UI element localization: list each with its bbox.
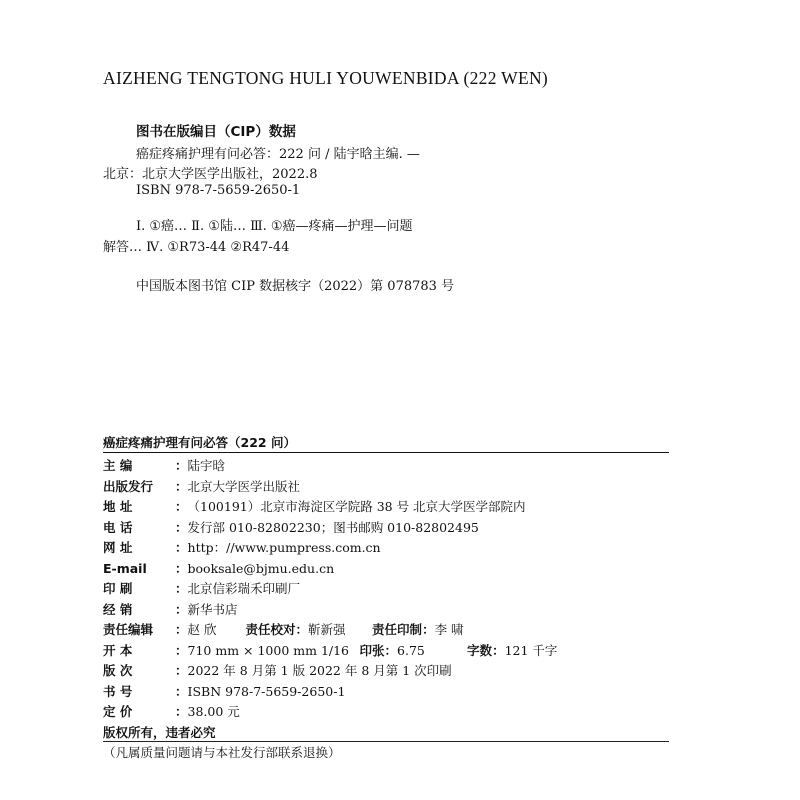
info-row-address: 地 址 ： （100191）北京市海淀区学院路 38 号 北京大学医学部院内 [103,497,673,518]
cip-line-2: 北京：北京大学医学出版社，2022.8 [103,167,318,182]
info-row-website: 网 址 ： http：//www.pumpress.com.cn [103,538,673,559]
bottom-rule [103,741,669,742]
return-note: （凡属质量问题请与本社发行部联系退换） [103,745,341,760]
email-label: E-mail [103,560,147,576]
sheets-label: 印张 [359,642,385,658]
info-row-distributor: 经 销 ： 新华书店 [103,600,673,621]
distributor-value: 新华书店 [187,601,238,617]
book-title: 癌症疼痛护理有问必答（222 问） [103,435,296,450]
return-note-row [103,743,673,764]
print-supervisor-value: 李 啸 [434,622,464,637]
phone-label: 电 话 [103,519,133,535]
edition-label: 版 次 [103,663,133,678]
email-value[interactable]: booksale@bjmu.edu.cn [187,560,335,576]
info-row-publisher: 出版发行 ： 北京大学医学出版社 [103,477,673,498]
edition-value: 2022 年 8 月第 1 版 2022 年 8 月第 1 次印刷 [187,663,452,678]
book-number-label: 书 号 [103,683,133,699]
info-row-responsibility: 责任编辑 ： 赵 欣 责任校对 ： 靳新强 责任印制 ： 李 啸 [103,620,673,641]
title-rule [103,452,669,453]
info-row-edition: 版 次 ： 2022 年 8 月第 1 版 2022 年 8 月第 1 次印刷 [103,661,673,682]
address-value: （100191）北京市海淀区学院路 38 号 北京大学医学部院内 [187,499,526,514]
publication-info [103,456,673,764]
info-row-email: E-mail ： booksale@bjmu.edu.cn [103,559,673,580]
pinyin-title: AIZHENG TENGTONG HULI YOUWENBIDA (222 WEN) [103,68,549,88]
copyright-notice: 版权所有，违者必究 [103,724,216,740]
responsible-editor-label: 责任编辑 [103,622,154,637]
info-row-editor: 主 编 ： 陆宇晗 [103,456,673,477]
cip-line-1: 癌症疼痛护理有问必答：222 问 / 陆宇晗主编. — [136,147,420,162]
publisher-value: 北京大学医学出版社 [187,478,301,494]
editor-label: 主 编 [103,458,133,473]
info-row-phone: 电 话 ： 发行部 010-82802230；图书邮购 010-82802495 [103,518,673,539]
info-row-price: 定 价 ： 38.00 元 [103,702,673,723]
cip-heading: 图书在版编目（CIP）数据 [136,124,296,140]
info-row-book-number: 书 号 ： ISBN 978-7-5659-2650-1 [103,682,673,703]
website-label: 网 址 [103,540,133,555]
proofreader-value: 靳新强 [308,622,346,637]
price-value: 38.00 元 [187,704,240,719]
words-label: 字数 [467,642,493,658]
printer-label: 印 刷 [103,581,133,596]
info-row-format: 开 本 ： 710 mm × 1000 mm 1/16 印张 ： 6.75 字数 ： 121 千字 [103,641,673,662]
cip-library-line: 中国版本图书馆 CIP 数据核字（2022）第 078783 号 [136,279,455,294]
print-supervisor-label: 责任印制 [372,622,423,637]
book-number-value: ISBN 978-7-5659-2650-1 [187,683,346,699]
cip-class-line-2: 解答… Ⅳ. ①R73-44 ②R47-44 [103,240,290,255]
proofreader-label: 责任校对 [245,622,296,637]
cip-class-line-1: Ⅰ. ①癌… Ⅱ. ①陆… Ⅲ. ①癌—疼痛—护理—问题 [136,219,413,234]
publisher-label: 出版发行 [103,478,154,494]
price-label: 定 价 [103,704,133,719]
sheets-value: 6.75 [397,642,425,658]
printer-value: 北京信彩瑞禾印刷厂 [187,581,301,596]
format-label: 开 本 [103,642,133,658]
responsible-editor-value: 赵 欣 [187,622,217,637]
phone-value: 发行部 010-82802230；图书邮购 010-82802495 [187,519,479,535]
website-value[interactable]: http：//www.pumpress.com.cn [187,540,381,555]
address-label: 地 址 [103,499,133,514]
format-value: 710 mm × 1000 mm 1/16 [187,642,350,658]
distributor-label: 经 销 [103,601,133,617]
words-value: 121 千字 [504,642,558,658]
editor-value: 陆宇晗 [187,458,226,473]
copyright-row [103,723,673,744]
cip-isbn: ISBN 978-7-5659-2650-1 [136,183,301,198]
info-row-printer: 印 刷 ： 北京信彩瑞禾印刷厂 [103,579,673,600]
